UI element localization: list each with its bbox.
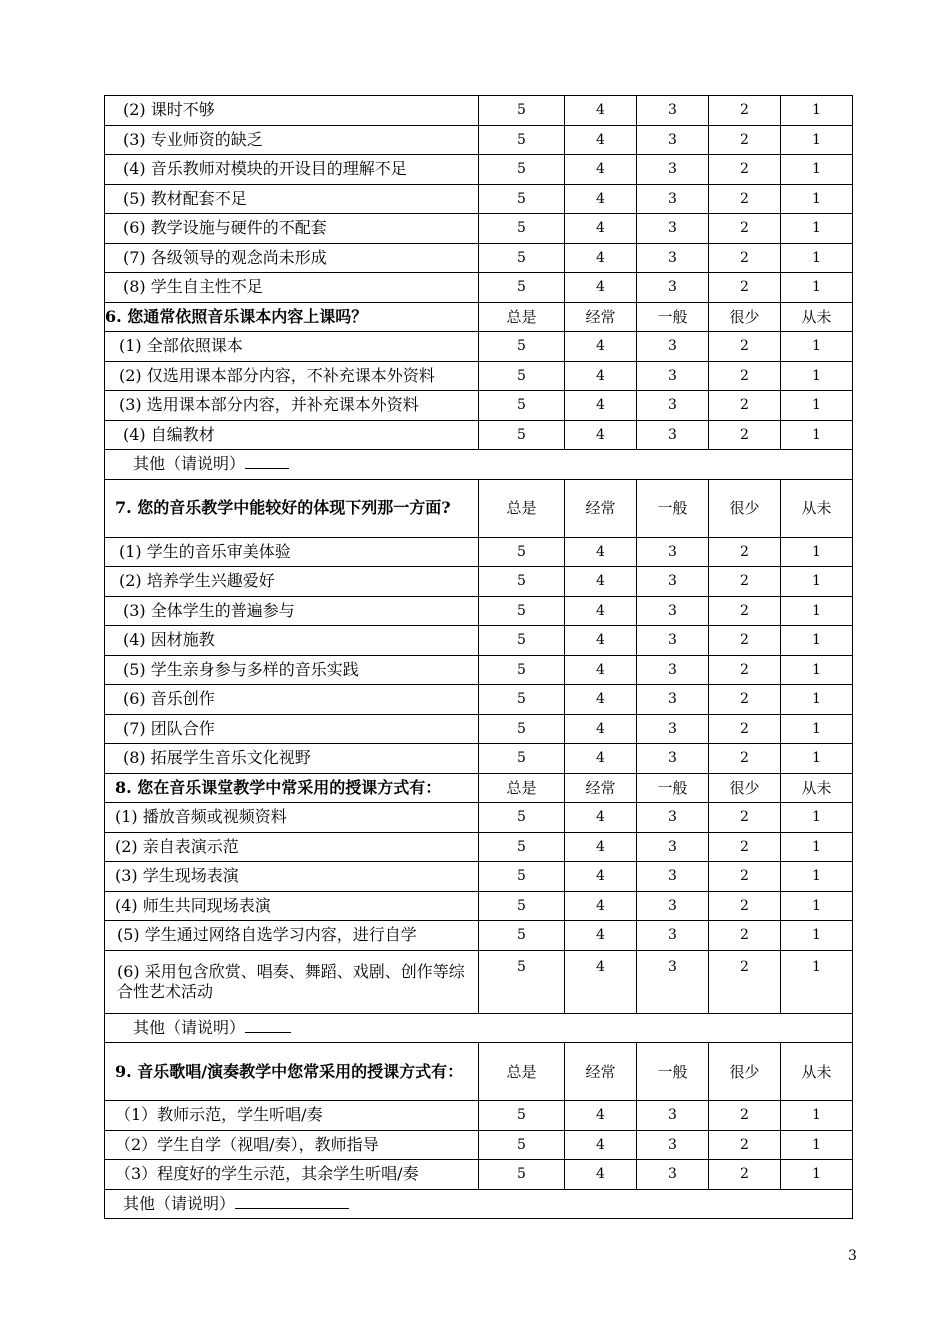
table-row: [105, 1160, 853, 1190]
rating-5: 5: [479, 1160, 565, 1190]
header-never: 从未: [781, 479, 853, 537]
table-row: [105, 391, 853, 421]
rating-4: 4: [565, 361, 637, 391]
header-rarely: 很少: [709, 302, 781, 332]
rating-1: 1: [781, 685, 853, 715]
rating-5: 5: [479, 243, 565, 273]
rating-2: 2: [709, 921, 781, 951]
item-label: (3) 选用课本部分内容，并补充课本外资料: [105, 391, 479, 421]
rating-1: 1: [781, 626, 853, 656]
rating-1: 1: [781, 1101, 853, 1131]
rating-5: 5: [479, 537, 565, 567]
other-label: 其他（请说明）: [133, 1017, 246, 1037]
rating-3: 3: [637, 243, 709, 273]
rating-4: 4: [565, 803, 637, 833]
header-rarely: 很少: [709, 1043, 781, 1101]
rating-2: 2: [709, 714, 781, 744]
item-label: (2) 仅选用课本部分内容，不补充课本外资料: [105, 361, 479, 391]
table-row: [105, 537, 853, 567]
rating-4: 4: [565, 685, 637, 715]
rating-2: 2: [709, 214, 781, 244]
item-label: （2）学生自学（视唱/奏），教师指导: [105, 1130, 479, 1160]
header-sometimes: 一般: [637, 479, 709, 537]
header-often: 经常: [565, 479, 637, 537]
header-always: 总是: [479, 1043, 565, 1101]
table-row: [105, 96, 853, 126]
table-row: [105, 950, 853, 1013]
rating-4: 4: [565, 391, 637, 421]
table-row: [105, 1101, 853, 1131]
item-label: (3) 学生现场表演: [105, 862, 479, 892]
rating-3: 3: [637, 214, 709, 244]
rating-1: 1: [781, 96, 853, 126]
rating-4: 4: [565, 420, 637, 450]
rating-3: 3: [637, 744, 709, 774]
table-row: [105, 803, 853, 833]
table-row: [105, 155, 853, 185]
table-row: [105, 332, 853, 362]
rating-2: 2: [709, 391, 781, 421]
rating-5: 5: [479, 125, 565, 155]
rating-1: 1: [781, 655, 853, 685]
table-row: [105, 1130, 853, 1160]
rating-3: 3: [637, 685, 709, 715]
rating-5: 5: [479, 744, 565, 774]
rating-1: 1: [781, 332, 853, 362]
question-header-row: [105, 1043, 853, 1101]
other-label: 其他（请说明）: [133, 454, 246, 474]
rating-2: 2: [709, 862, 781, 892]
item-label: (8) 学生自主性不足: [105, 273, 479, 303]
rating-1: 1: [781, 1130, 853, 1160]
rating-2: 2: [709, 832, 781, 862]
rating-3: 3: [637, 596, 709, 626]
rating-3: 3: [637, 1101, 709, 1131]
rating-3: 3: [637, 714, 709, 744]
rating-3: 3: [637, 332, 709, 362]
rating-4: 4: [565, 332, 637, 362]
rating-4: 4: [565, 567, 637, 597]
rating-3: 3: [637, 420, 709, 450]
table-row: [105, 273, 853, 303]
answer-blank[interactable]: [245, 1018, 291, 1033]
rating-3: 3: [637, 950, 709, 1013]
rating-1: 1: [781, 832, 853, 862]
table-row: [105, 567, 853, 597]
header-never: 从未: [781, 1043, 853, 1101]
item-label: (5) 学生通过网络自选学习内容，进行自学: [105, 921, 479, 951]
item-label: (1) 学生的音乐审美体验: [105, 537, 479, 567]
rating-4: 4: [565, 596, 637, 626]
rating-5: 5: [479, 273, 565, 303]
rating-5: 5: [479, 655, 565, 685]
rating-4: 4: [565, 243, 637, 273]
rating-1: 1: [781, 273, 853, 303]
rating-4: 4: [565, 626, 637, 656]
header-rarely: 很少: [709, 479, 781, 537]
header-never: 从未: [781, 773, 853, 803]
rating-3: 3: [637, 155, 709, 185]
rating-2: 2: [709, 685, 781, 715]
rating-4: 4: [565, 862, 637, 892]
rating-5: 5: [479, 567, 565, 597]
rating-2: 2: [709, 1130, 781, 1160]
rating-4: 4: [565, 184, 637, 214]
answer-blank[interactable]: [245, 454, 289, 469]
table-row: [105, 744, 853, 774]
item-label: (5) 教材配套不足: [105, 184, 479, 214]
rating-2: 2: [709, 950, 781, 1013]
table-row: [105, 714, 853, 744]
rating-3: 3: [637, 655, 709, 685]
header-rarely: 很少: [709, 773, 781, 803]
question-header-row: [105, 479, 853, 537]
rating-5: 5: [479, 155, 565, 185]
rating-4: 4: [565, 273, 637, 303]
rating-4: 4: [565, 155, 637, 185]
rating-2: 2: [709, 273, 781, 303]
rating-3: 3: [637, 921, 709, 951]
header-sometimes: 一般: [637, 773, 709, 803]
rating-5: 5: [479, 921, 565, 951]
item-label: (8) 拓展学生音乐文化视野: [105, 744, 479, 774]
rating-2: 2: [709, 567, 781, 597]
rating-4: 4: [565, 537, 637, 567]
rating-5: 5: [479, 862, 565, 892]
other-label: 其他（请说明）: [123, 1193, 236, 1213]
header-sometimes: 一般: [637, 1043, 709, 1101]
rating-2: 2: [709, 803, 781, 833]
rating-1: 1: [781, 744, 853, 774]
header-often: 经常: [565, 773, 637, 803]
rating-2: 2: [709, 184, 781, 214]
item-label: (4) 音乐教师对模块的开设目的理解不足: [105, 155, 479, 185]
item-label: (2) 培养学生兴趣爱好: [105, 567, 479, 597]
rating-4: 4: [565, 921, 637, 951]
other-row: [105, 1189, 853, 1219]
table-row: [105, 921, 853, 951]
item-label: (7) 各级领导的观念尚未形成: [105, 243, 479, 273]
table-row: [105, 626, 853, 656]
item-label: (5) 学生亲身参与多样的音乐实践: [105, 655, 479, 685]
rating-1: 1: [781, 420, 853, 450]
rating-5: 5: [479, 361, 565, 391]
rating-1: 1: [781, 214, 853, 244]
rating-4: 4: [565, 1130, 637, 1160]
rating-3: 3: [637, 567, 709, 597]
rating-1: 1: [781, 125, 853, 155]
question-header-row: [105, 302, 853, 332]
rating-2: 2: [709, 243, 781, 273]
rating-4: 4: [565, 655, 637, 685]
rating-2: 2: [709, 1160, 781, 1190]
rating-1: 1: [781, 537, 853, 567]
header-always: 总是: [479, 479, 565, 537]
rating-1: 1: [781, 567, 853, 597]
other-row: [105, 450, 853, 480]
rating-5: 5: [479, 214, 565, 244]
item-label: (1) 全部依照课本: [105, 332, 479, 362]
table-row: [105, 214, 853, 244]
rating-2: 2: [709, 361, 781, 391]
rating-5: 5: [479, 626, 565, 656]
header-never: 从未: [781, 302, 853, 332]
item-label: (4) 师生共同现场表演: [105, 891, 479, 921]
item-label: (6) 音乐创作: [105, 685, 479, 715]
item-label: (4) 因材施教: [105, 626, 479, 656]
rating-2: 2: [709, 1101, 781, 1131]
rating-5: 5: [479, 891, 565, 921]
rating-4: 4: [565, 214, 637, 244]
rating-1: 1: [781, 891, 853, 921]
table-row: [105, 862, 853, 892]
rating-1: 1: [781, 862, 853, 892]
item-label: (3) 专业师资的缺乏: [105, 125, 479, 155]
rating-4: 4: [565, 1101, 637, 1131]
rating-1: 1: [781, 184, 853, 214]
question-8-title: 8. 您在音乐课堂教学中常采用的授课方式有：: [105, 773, 479, 803]
rating-3: 3: [637, 273, 709, 303]
rating-2: 2: [709, 626, 781, 656]
other-specify: [105, 450, 853, 480]
item-label: (2) 课时不够: [105, 96, 479, 126]
rating-5: 5: [479, 332, 565, 362]
page-number: 3: [848, 1248, 857, 1264]
rating-4: 4: [565, 744, 637, 774]
rating-3: 3: [637, 537, 709, 567]
rating-2: 2: [709, 891, 781, 921]
rating-2: 2: [709, 96, 781, 126]
rating-3: 3: [637, 832, 709, 862]
question-9-title: 9. 音乐歌唱/演奏教学中您常采用的授课方式有：: [105, 1043, 479, 1101]
other-specify: [105, 1189, 853, 1219]
item-label: (3) 全体学生的普遍参与: [105, 596, 479, 626]
rating-4: 4: [565, 714, 637, 744]
rating-3: 3: [637, 891, 709, 921]
rating-4: 4: [565, 832, 637, 862]
rating-3: 3: [637, 361, 709, 391]
rating-4: 4: [565, 1160, 637, 1190]
rating-2: 2: [709, 332, 781, 362]
rating-2: 2: [709, 655, 781, 685]
other-row: [105, 1013, 853, 1043]
item-label: (6) 采用包含欣赏、唱奏、舞蹈、戏剧、创作等综合性艺术活动: [105, 950, 479, 1013]
rating-2: 2: [709, 744, 781, 774]
item-label: （3）程度好的学生示范，其余学生听唱/奏: [105, 1160, 479, 1190]
rating-3: 3: [637, 184, 709, 214]
rating-4: 4: [565, 125, 637, 155]
rating-3: 3: [637, 1130, 709, 1160]
rating-5: 5: [479, 1130, 565, 1160]
header-always: 总是: [479, 302, 565, 332]
item-label: （1）教师示范，学生听唱/奏: [105, 1101, 479, 1131]
table-row: [105, 243, 853, 273]
table-row: [105, 361, 853, 391]
rating-5: 5: [479, 1101, 565, 1131]
table-row: [105, 832, 853, 862]
table-row: [105, 685, 853, 715]
rating-1: 1: [781, 714, 853, 744]
rating-1: 1: [781, 596, 853, 626]
header-often: 经常: [565, 302, 637, 332]
rating-5: 5: [479, 391, 565, 421]
survey-table: [104, 95, 853, 1219]
rating-3: 3: [637, 391, 709, 421]
rating-1: 1: [781, 391, 853, 421]
item-label: (7) 团队合作: [105, 714, 479, 744]
table-row: [105, 420, 853, 450]
rating-1: 1: [781, 155, 853, 185]
item-label: (1) 播放音频或视频资料: [105, 803, 479, 833]
rating-4: 4: [565, 891, 637, 921]
rating-5: 5: [479, 832, 565, 862]
rating-4: 4: [565, 96, 637, 126]
question-7-title: 7. 您的音乐教学中能较好的体现下列那一方面?: [105, 479, 479, 537]
rating-4: 4: [565, 950, 637, 1013]
rating-2: 2: [709, 155, 781, 185]
rating-5: 5: [479, 803, 565, 833]
header-sometimes: 一般: [637, 302, 709, 332]
rating-2: 2: [709, 420, 781, 450]
table-row: [105, 184, 853, 214]
item-label: (4) 自编教材: [105, 420, 479, 450]
rating-3: 3: [637, 96, 709, 126]
rating-5: 5: [479, 596, 565, 626]
answer-blank[interactable]: [235, 1194, 349, 1209]
rating-2: 2: [709, 537, 781, 567]
rating-3: 3: [637, 626, 709, 656]
rating-5: 5: [479, 950, 565, 1013]
rating-5: 5: [479, 420, 565, 450]
table-row: [105, 891, 853, 921]
rating-2: 2: [709, 596, 781, 626]
table-row: [105, 125, 853, 155]
rating-1: 1: [781, 243, 853, 273]
rating-1: 1: [781, 921, 853, 951]
rating-5: 5: [479, 714, 565, 744]
rating-2: 2: [709, 125, 781, 155]
header-often: 经常: [565, 1043, 637, 1101]
other-specify: [105, 1013, 853, 1043]
rating-3: 3: [637, 1160, 709, 1190]
rating-3: 3: [637, 862, 709, 892]
rating-3: 3: [637, 803, 709, 833]
rating-1: 1: [781, 1160, 853, 1190]
item-label: (6) 教学设施与硬件的不配套: [105, 214, 479, 244]
rating-1: 1: [781, 950, 853, 1013]
rating-1: 1: [781, 361, 853, 391]
header-always: 总是: [479, 773, 565, 803]
table-row: [105, 655, 853, 685]
table-row: [105, 596, 853, 626]
item-label: (2) 亲自表演示范: [105, 832, 479, 862]
rating-5: 5: [479, 96, 565, 126]
rating-5: 5: [479, 184, 565, 214]
question-6-title: 6. 您通常依照音乐课本内容上课吗？: [105, 302, 479, 332]
question-header-row: [105, 773, 853, 803]
rating-1: 1: [781, 803, 853, 833]
rating-5: 5: [479, 685, 565, 715]
rating-3: 3: [637, 125, 709, 155]
